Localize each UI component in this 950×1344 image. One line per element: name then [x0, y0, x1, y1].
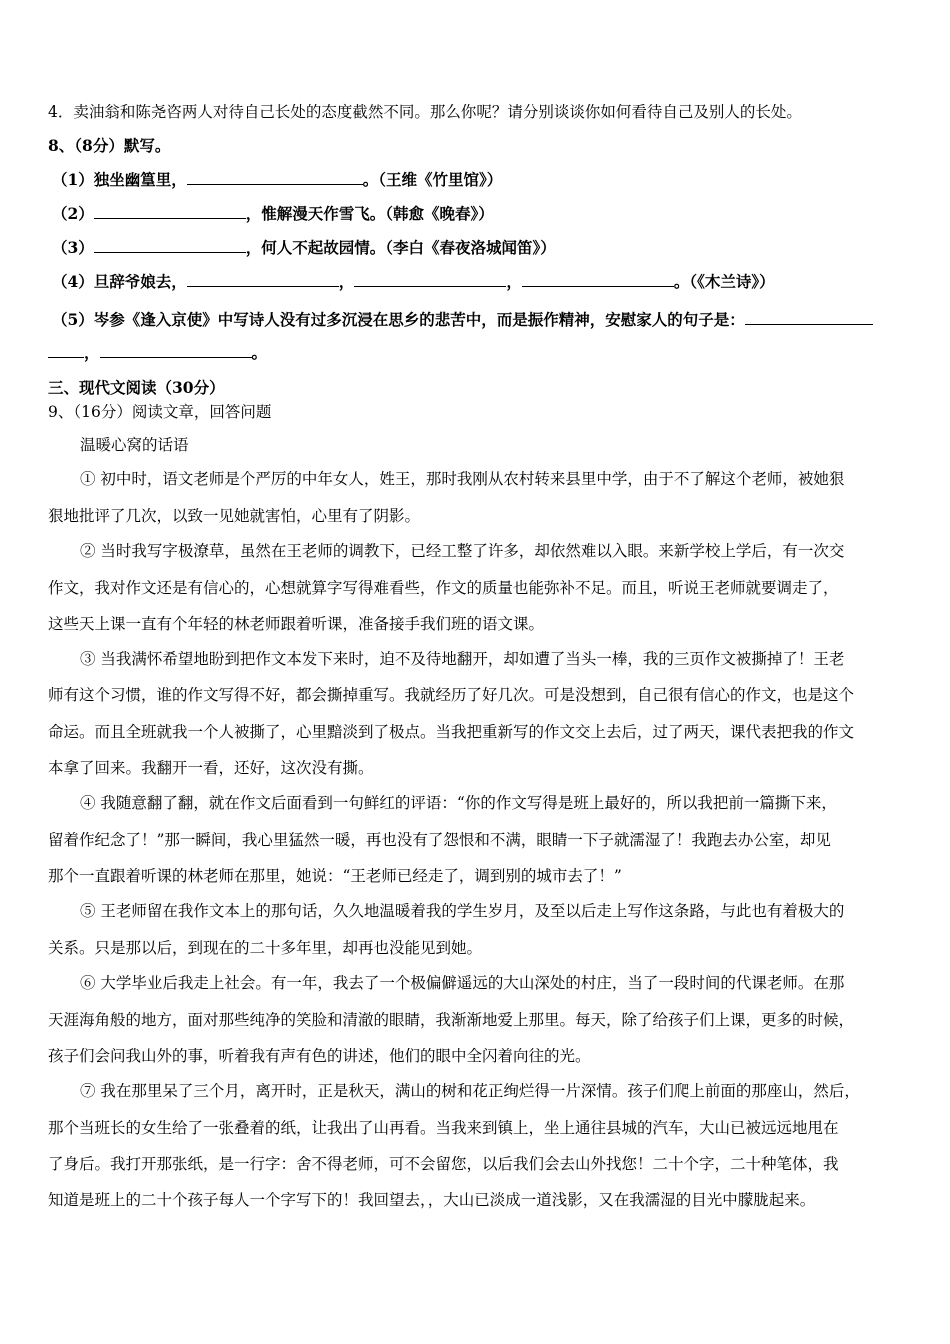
article-line: 留着作纪念了！”那一瞬间，我心里猛然一暖，再也没有了怨恨和不满，眼睛一下子就濡湿了！我跑去办公室，却见 [48, 831, 831, 849]
dictation-item-3 [52, 236, 922, 259]
article-line: ⑦ 我在那里呆了三个月，离开时，正是秋天，满山的树和花正绚烂得一片深情。孩子们爬上前面的那座山，然后， [80, 1082, 860, 1100]
separator: ， [84, 343, 100, 362]
article-line: ② 当时我写字极潦草，虽然在王老师的调教下，已经工整了许多，却依然难以入眼。来新学校上学后，有一次交 [80, 542, 845, 560]
article-line: 这些天上课一直有个年轻的林老师跟着听课，准备接手我们班的语文课。 [48, 615, 545, 633]
article-title: 温暖心窝的话语 [80, 436, 189, 454]
dictation-item-3-prefix: （3） [52, 238, 94, 257]
article-line: ① 初中时，语文老师是个严厉的中年女人，姓王，那时我刚从农村转来县里中学，由于不了解这个老师，被她狠 [80, 470, 845, 488]
answer-blank[interactable] [187, 168, 363, 185]
dictation-item-4-suffix: 。（《木兰诗》） [673, 272, 775, 291]
answer-blank[interactable] [94, 202, 246, 219]
dictation-item-5-cont [48, 341, 918, 364]
dictation-header: 8、（8分）默写。 [48, 136, 171, 155]
dictation-item-1-prefix: （1）独坐幽篁里， [52, 170, 187, 189]
dictation-item-1 [52, 168, 922, 191]
dictation-item-4-prefix: （4）旦辞爷娘去， [52, 272, 187, 291]
article-line: ⑤ 王老师留在我作文本上的那句话，久久地温暖着我的学生岁月，及至以后走上写作这条路，与此也有着极大的 [80, 902, 845, 920]
article-line: 那个当班长的女生给了一张叠着的纸，让我出了山再看。当我来到镇上，坐上通往县城的汽车，大山已被远远地甩在 [48, 1119, 839, 1137]
article-line: 那个一直跟着听课的林老师在那里，她说：“王老师已经走了，调到别的城市去了！” [48, 867, 622, 885]
article-line: 作文，我对作文还是有信心的，心想就算字写得难看些，作文的质量也能弥补不足。而且，听说王老师就要调走了， [48, 579, 839, 597]
question-4: 4．卖油翁和陈尧咨两人对待自己长处的态度截然不同。那么你呢？请分别谈谈你如何看待自己及别人的长处。 [48, 103, 802, 121]
answer-blank[interactable] [94, 236, 246, 253]
article-line: 关系。只是那以后，到现在的二十多年里，却再也没能见到她。 [48, 939, 483, 957]
article-line: ③ 当我满怀希望地盼到把作文本发下来时，迫不及待地翻开，却如遭了当头一棒，我的三页作文被撕掉了！王老 [80, 650, 845, 668]
dictation-item-5 [52, 308, 908, 331]
answer-blank[interactable] [354, 270, 506, 287]
dictation-item-2-prefix: （2） [52, 204, 94, 223]
dictation-item-5-text: （5）岑参《逢入京使》中写诗人没有过多沉浸在思乡的悲苦中，而是振作精神，安慰家人的句子是： [52, 310, 745, 329]
article-line: 师有这个习惯，谁的作文写得不好，都会撕掉重写。我就经历了好几次。可是没想到，自己很有信心的作文，也是这个 [48, 686, 855, 704]
separator: ， [506, 272, 522, 291]
dictation-item-1-suffix: 。（王维《竹里馆》） [362, 170, 503, 189]
answer-blank[interactable] [48, 341, 84, 358]
answer-blank[interactable] [100, 341, 252, 358]
article-line: 知道是班上的二十个孩子每人一个字写下的！我回望去，，大山已淡成一道浅影，又在我濡湿的目光中朦胧起来。 [48, 1191, 816, 1209]
answer-blank[interactable] [745, 308, 873, 325]
dictation-item-2-suffix: ，惟解漫天作雪飞。（韩愈《晚春》） [245, 204, 494, 223]
period: 。 [251, 343, 268, 362]
article-line: 命运。而且全班就我一个人被撕了，心里黯淡到了极点。当我把重新写的作文交上去后，过了两天，课代表把我的作文 [48, 723, 855, 741]
article-line: ④ 我随意翻了翻，就在作文后面看到一句鲜红的评语：“你的作文写得是班上最好的，所以我把前一篇撕下来， [80, 794, 837, 812]
section-3-title: 三、现代文阅读（30分） [48, 378, 225, 397]
dictation-item-3-suffix: ，何人不起故园情。（李白《春夜洛城闻笛》） [245, 238, 556, 257]
article-line: 狠地批评了几次，以致一见她就害怕，心里有了阴影。 [48, 507, 421, 525]
article-line: 孩子们会问我山外的事，听着我有声有色的讲述，他们的眼中全闪着向往的光。 [48, 1047, 591, 1065]
dictation-item-2 [52, 202, 922, 225]
article-line: 了身后。我打开那张纸，是一行字：舍不得老师，可不会留您，以后我们会去山外找您！二十个字，二十种笔体，我 [48, 1155, 839, 1173]
article-line: 天涯海角般的地方，面对那些纯净的笑脸和清澈的眼睛，我渐渐地爱上那里。每天，除了给孩子们上课，更多的时候， [48, 1011, 855, 1029]
article-line: 本拿了回来。我翻开一看，还好，这次没有撕。 [48, 759, 374, 777]
dictation-item-4 [52, 270, 922, 293]
answer-blank[interactable] [522, 270, 674, 287]
separator: ， [338, 272, 355, 291]
article-line: ⑥ 大学毕业后我走上社会。有一年，我去了一个极偏僻遥远的大山深处的村庄，当了一段时间的代课老师。在那 [80, 974, 845, 992]
question-9: 9、（16分）阅读文章，回答问题 [48, 403, 272, 421]
answer-blank[interactable] [187, 270, 339, 287]
